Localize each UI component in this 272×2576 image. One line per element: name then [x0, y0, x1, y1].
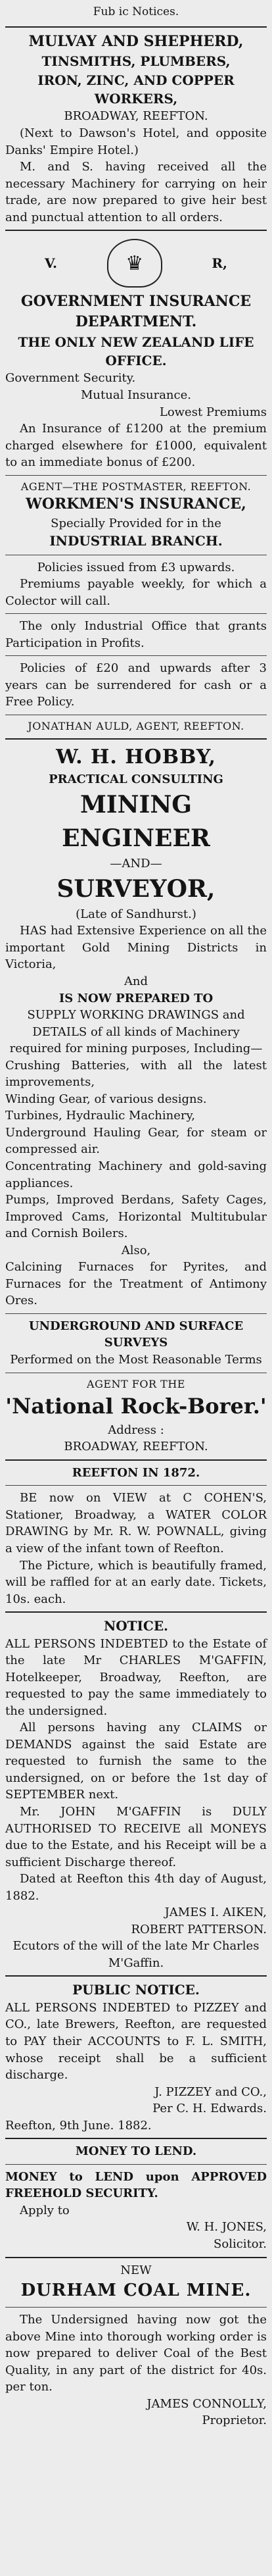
ad6-body1: ALL PERSONS INDEBTED to PIZZEY and CO., late Brewers, Reefton, are requested to PAY their ACCOUNTS to F. L. SMITH, whose receipt shall be a sufficient discharge.: [5, 2000, 267, 2083]
ad1-title-line: MULVAY AND SHEPHERD,: [28, 33, 244, 50]
divider: [5, 2138, 267, 2139]
ad3-and: —AND—: [110, 857, 162, 871]
ad2-line: Lowest Premiums: [159, 405, 267, 419]
ad2-line: Government Security.: [5, 371, 136, 386]
ad8-body: The Undersigned having now got the above Mine into thorough working order is now prepared to deliver Coal of the Best Quality, in any part of the district for 40s. per ton.: [5, 2312, 267, 2394]
divider: [5, 230, 267, 231]
ad-reefton-1872: [5, 1465, 267, 1607]
ad-notice-mgaffin: [5, 1617, 267, 1971]
ad3-item: Pumps, Improved Berdans, Safety Cages, Improved Cams, Horizontal Multitubular and Cornish Boilers.: [5, 1193, 267, 1241]
ad8-title: DURHAM COAL MINE.: [20, 2281, 252, 2301]
ad5-signature: ROBERT PATTERSON.: [131, 1922, 267, 1936]
ad2-premiums: Premiums payable weekly, for which a Colector will call.: [5, 577, 267, 608]
ad3-supply: SUPPLY WORKING DRAWINGS and DETAILS of all kinds of Machinery required for mining purposes, Including—: [9, 1008, 263, 1056]
ad-money-to-lend: [5, 2143, 267, 2252]
ad7-role: Solicitor.: [214, 2236, 267, 2251]
ad5-signature: JAMES I. AIKEN,: [164, 1906, 267, 1920]
ad3-and2: And: [124, 974, 148, 988]
ad3-address: BROADWAY, REEFTON.: [64, 1440, 208, 1454]
ad3-title1: MINING ENGINEER: [62, 790, 210, 852]
ad3-role: PRACTICAL CONSULTING: [49, 772, 223, 787]
divider: [5, 1459, 267, 1461]
ad-hobby-engineer: [5, 744, 267, 1455]
page-header: Fub ic Notices.: [93, 5, 179, 18]
divider: [5, 26, 267, 28]
ad-durham-coal: [5, 2262, 267, 2429]
ad5-dated: Dated at Reefton this 4th day of August, 1882.: [5, 1872, 267, 1903]
ad-mulvay-shepherd: [5, 32, 267, 226]
ad3-item: Winding Gear, of various designs.: [5, 1092, 207, 1106]
ad6-title: PUBLIC NOTICE.: [72, 1982, 200, 1998]
ad2-policies: Policies issued from £3 upwards.: [37, 560, 235, 574]
ad2-line: Mutual Insurance.: [81, 388, 191, 403]
ad1-title-line: WORKERS,: [94, 91, 178, 107]
ad3-late: (Late of Sandhurst.): [76, 907, 196, 921]
divider: [5, 2307, 267, 2308]
ad7-apply: Apply to: [20, 2203, 70, 2217]
divider: [5, 1611, 267, 1613]
ad5-body2: All persons having any CLAIMS or DEMANDS against the said Estate are requested to furnish the same to the undersigned, on or before the 1st day of SEPTEMBER next.: [5, 1721, 267, 1802]
ad2-signoff: JONATHAN AULD, AGENT, REEFTON.: [28, 720, 244, 733]
ad-public-notice-pizzey: [5, 1981, 267, 2134]
ad7-body: MONEY to LEND upon APPROVED FREEHOLD SECURITY.: [5, 2169, 267, 2201]
ad6-signature: J. PIZZEY and CO.,: [154, 2084, 267, 2099]
ad3-performed: Performed on the Most Reasonable Terms: [10, 1352, 262, 1367]
ad3-rockborer: 'National Rock-Borer.': [5, 1394, 267, 1419]
ad2-workmen-branch: INDUSTRIAL BRANCH.: [49, 533, 223, 549]
ad3-address-label: Address :: [108, 1423, 164, 1437]
ad6-dated: Reefton, 9th June. 1882.: [5, 2118, 152, 2133]
ad7-name: W. H. JONES,: [186, 2220, 267, 2235]
ad4-body2: The Picture, which is beautifully framed, will be raffled for at an early date. Tickets, 10s. each.: [5, 1558, 267, 1606]
divider: [5, 1313, 267, 1314]
ad-government-insurance: [5, 235, 267, 734]
emblem-right-letter: R,: [212, 255, 227, 272]
divider: [5, 613, 267, 614]
ad2-workmen-title: WORKMEN'S INSURANCE,: [26, 495, 246, 513]
ad3-item: Calcining Furnaces for Pyrites, and Furnaces for the Treatment of Antimony Ores.: [5, 1260, 267, 1308]
ad3-item: Turbines, Hydraulic Machinery,: [5, 1109, 195, 1123]
ad8-role: Proprietor.: [202, 2413, 267, 2428]
ad3-surveys: UNDERGROUND AND SURFACE SURVEYS: [28, 1319, 244, 1350]
ad5-body3: Mr. JOHN M'GAFFIN is DULY AUTHORISED TO RECEIVE all MONEYS due to the Estate, and his Receipt will be a sufficient Discharge thereof.: [5, 1805, 267, 1869]
ad8-new: NEW: [120, 2263, 152, 2277]
ad1-location: (Next to Dawson's Hotel, and opposite Danks' Empire Hotel.): [5, 126, 267, 157]
divider: [5, 475, 267, 476]
ad2-subtitle: THE ONLY NEW ZEALAND LIFE OFFICE.: [18, 334, 254, 369]
ad3-name: W. H. HOBBY,: [56, 745, 216, 769]
ad3-agent-for: AGENT FOR THE: [87, 1377, 185, 1390]
ad3-title2: SURVEYOR,: [57, 874, 215, 903]
ad3-item: Underground Hauling Gear, for steam or compressed air.: [5, 1125, 267, 1157]
ad2-title: GOVERNMENT INSURANCE DEPARTMENT.: [20, 293, 252, 331]
ad2-policies20: Policies of £20 and upwards after 3 years can be surrendered for cash or a Free Policy.: [5, 661, 267, 709]
ad4-body: BE now on VIEW at C COHEN'S, Stationer, Broadway, a WATER COLOR DRAWING by Mr. R. W. POWNALL, giving a view of the infant town of Reefton.: [5, 1491, 267, 1555]
crown-emblem-icon: ♛: [107, 239, 162, 288]
divider: [5, 1485, 267, 1486]
ad3-prepared: IS NOW PREPARED TO: [58, 991, 214, 1005]
ad7-title: MONEY TO LEND.: [75, 2144, 197, 2159]
ad6-signature: Per C. H. Edwards.: [152, 2102, 267, 2116]
ad8-name: JAMES CONNOLLY,: [147, 2396, 267, 2411]
ad2-body: An Insurance of £1200 at the premium charged elsewhere for £1000, equivalent to an immediate bonus of £200.: [5, 422, 267, 470]
ad1-address: BROADWAY, REEFTON.: [64, 109, 208, 124]
divider: [5, 2164, 267, 2165]
ad2-agent: AGENT—THE POSTMASTER, REEFTON.: [20, 480, 252, 493]
ad1-title-line: IRON, ZINC, AND COPPER: [37, 72, 235, 88]
ad3-item: Crushing Batteries, with all the latest improvements,: [5, 1058, 267, 1090]
ad3-body1: HAS had Extensive Experience on all the important Gold Mining Districts in Victoria,: [5, 924, 267, 972]
ad5-title: NOTICE.: [103, 1618, 169, 1634]
ad3-item: Also,: [121, 1243, 151, 1257]
ad4-title: REEFTON IN 1872.: [72, 1465, 200, 1480]
divider: [5, 738, 267, 740]
ad2-workmen-sub: Specially Provided for in the: [51, 516, 221, 530]
ad3-item: Concentrating Machinery and gold-saving appliances.: [5, 1159, 267, 1190]
ad1-body: M. and S. having received all the necessary Machinery for carrying on heir trade, are now prepared to give heir best and punctual attention to all orders.: [5, 160, 267, 224]
divider: [5, 1975, 267, 1977]
ad5-executors: Ecutors of the will of the late Mr Charles M'Gaffin.: [12, 1939, 260, 1970]
emblem-left-letter: V.: [45, 255, 57, 272]
ad1-title-line: TINSMITHS, PLUMBERS,: [41, 53, 231, 70]
divider: [5, 655, 267, 656]
divider: [5, 2257, 267, 2258]
ad2-industrial: The only Industrial Office that grants Participation in Profits.: [5, 619, 267, 650]
ad5-body1: ALL PERSONS INDEBTED to the Estate of the late Mr CHARLES M'GAFFIN, Hotelkeeper, Broadway, Reefton, are requested to pay the same immediately to the undersigned.: [5, 1636, 267, 1718]
